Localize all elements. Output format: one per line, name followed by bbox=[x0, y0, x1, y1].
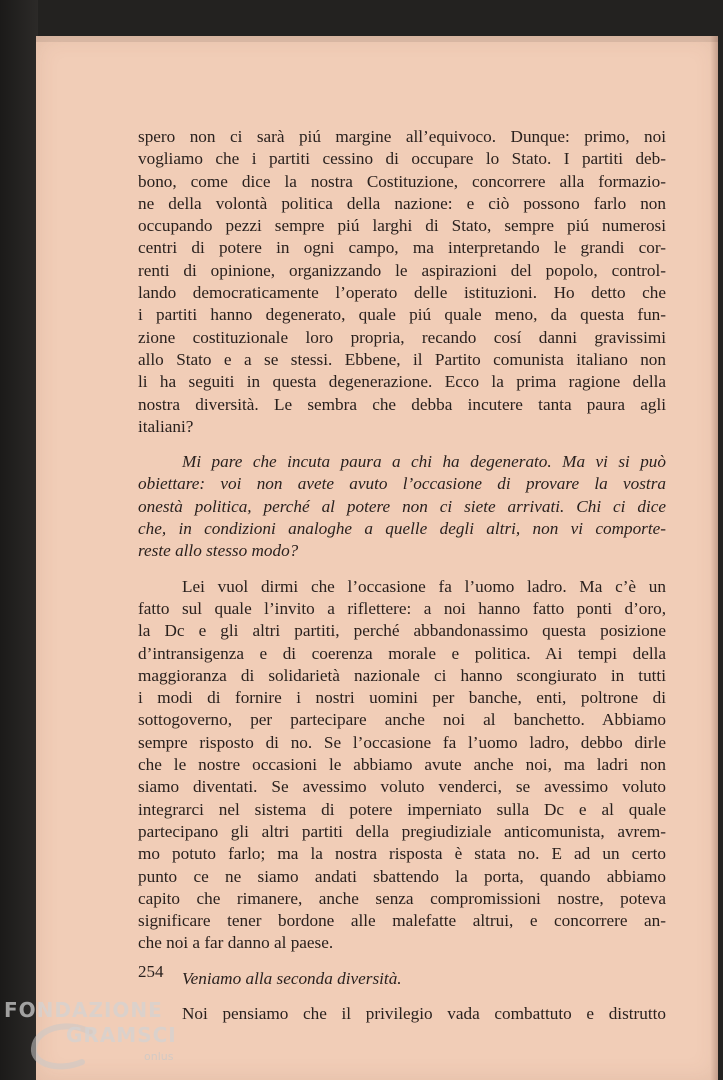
text-line: maggioranza di solidarietà nazionale ci hanno scongiurato in tutti bbox=[138, 665, 666, 685]
text-line: bono, come dice la nostra Costituzione, concorrere alla formazio- bbox=[138, 171, 666, 191]
text-line: fatto sul quale l’invito a riflettere: a noi hanno fatto ponti d’oro, bbox=[138, 598, 666, 618]
watermark-line-2: GRAMSCI bbox=[66, 1023, 177, 1047]
question-paragraph-2 bbox=[138, 968, 666, 990]
text-line: italiani? bbox=[138, 416, 194, 436]
text-line: Lei vuol dirmi che l’occasione fa l’uomo ladro. Ma c’è un bbox=[182, 576, 666, 596]
text-line: Noi pensiamo che il privilegio vada combattuto e distrutto bbox=[182, 1003, 666, 1023]
question-paragraph-1 bbox=[138, 451, 666, 562]
text-line: reste allo stesso modo? bbox=[138, 541, 299, 561]
text-line: renti di opinione, organizzando le aspirazioni del popolo, control- bbox=[138, 260, 666, 280]
text-line: allo Stato e a se stessi. Ebbene, il Partito comunista italiano non bbox=[138, 349, 666, 369]
text-line: integrarci nel sistema di potere imperniato sulla Dc e al quale bbox=[138, 799, 666, 819]
book-page bbox=[36, 36, 718, 1080]
scan-background bbox=[0, 0, 38, 1080]
answer-paragraph-1 bbox=[138, 126, 666, 438]
text-line: nostra diversità. Le sembra che debba incutere tanta paura agli bbox=[138, 394, 666, 414]
page-number: 254 bbox=[138, 962, 164, 981]
text-line: Veniamo alla seconda diversità. bbox=[182, 968, 402, 988]
text-line: partecipano gli altri partiti della pregiudiziale anticomunista, avrem- bbox=[138, 821, 666, 841]
interview-text bbox=[138, 126, 666, 1038]
text-line: significare tener bordone alle malefatte altrui, e concorrere an- bbox=[138, 911, 666, 931]
text-line: obiettare: voi non avete avuto l’occasione di provare la vostra bbox=[138, 474, 666, 494]
text-line: sempre risposto di no. Se l’occasione fa l’uomo ladro, debbo dirle bbox=[138, 732, 666, 752]
fondazione-gramsci-watermark bbox=[0, 996, 190, 1080]
text-line: Mi pare che incuta paura a chi ha degenerato. Ma vi si può bbox=[182, 452, 666, 472]
text-line: li ha seguiti in questa degenerazione. Ecco la prima ragione della bbox=[138, 372, 666, 392]
answer-paragraph-2 bbox=[138, 576, 666, 955]
answer-paragraph-3 bbox=[138, 1003, 666, 1025]
text-line: che, in condizioni analoghe a quelle degli altri, non vi comporte- bbox=[138, 519, 666, 539]
text-line: capito che rimanere, anche senza compromissioni nostre, poteva bbox=[138, 888, 666, 908]
text-line: che le nostre occasioni le abbiamo avute anche noi, ma ladri non bbox=[138, 755, 666, 775]
page-top-shadow bbox=[36, 36, 718, 42]
text-line: sottogoverno, per partecipare anche noi al banchetto. Abbiamo bbox=[138, 710, 666, 730]
page-edge-shadow bbox=[710, 36, 718, 1080]
text-line: che noi a far danno al paese. bbox=[138, 933, 334, 953]
text-line: zione costituzionale loro propria, recando cosí danni gravissimi bbox=[138, 327, 666, 347]
text-line: i partiti hanno degenerato, quale piú quale meno, da questa fun- bbox=[138, 305, 666, 325]
watermark-line-3: onlus bbox=[144, 1050, 174, 1063]
text-line: i modi di fornire i nostri uomini per banche, enti, poltrone di bbox=[138, 688, 666, 708]
watermark-line-1: FONDAZIONE bbox=[4, 998, 163, 1022]
text-line: centri di potere in ogni campo, ma interpretando le grandi cor- bbox=[138, 238, 666, 258]
text-line: occupando pezzi sempre piú larghi di Stato, sempre piú numerosi bbox=[138, 216, 666, 236]
text-line: d’intransigenza e di coerenza morale e politica. Ai tempi della bbox=[138, 643, 666, 663]
text-line: spero non ci sarà piú margine all’equivoco. Dunque: primo, noi bbox=[138, 127, 666, 146]
text-line: mo potuto farlo; ma la nostra risposta è stata no. E ad un certo bbox=[138, 844, 666, 864]
text-line: lando democraticamente l’operato delle istituzioni. Ho detto che bbox=[138, 283, 666, 303]
text-line: punto ce ne siamo andati sbattendo la porta, quando abbiamo bbox=[138, 866, 666, 886]
text-line: onestà politica, perché al potere non ci siete arrivati. Chi ci dice bbox=[138, 496, 666, 516]
text-line: la Dc e gli altri partiti, perché abbandonassimo questa posizione bbox=[138, 621, 666, 641]
text-line: vogliamo che i partiti cessino di occupare lo Stato. I partiti deb- bbox=[138, 149, 666, 169]
text-line: siamo diventati. Se avessimo voluto venderci, se avessimo voluto bbox=[138, 777, 666, 797]
text-line: ne della volontà politica della nazione: e ciò possono farlo non bbox=[138, 193, 666, 213]
